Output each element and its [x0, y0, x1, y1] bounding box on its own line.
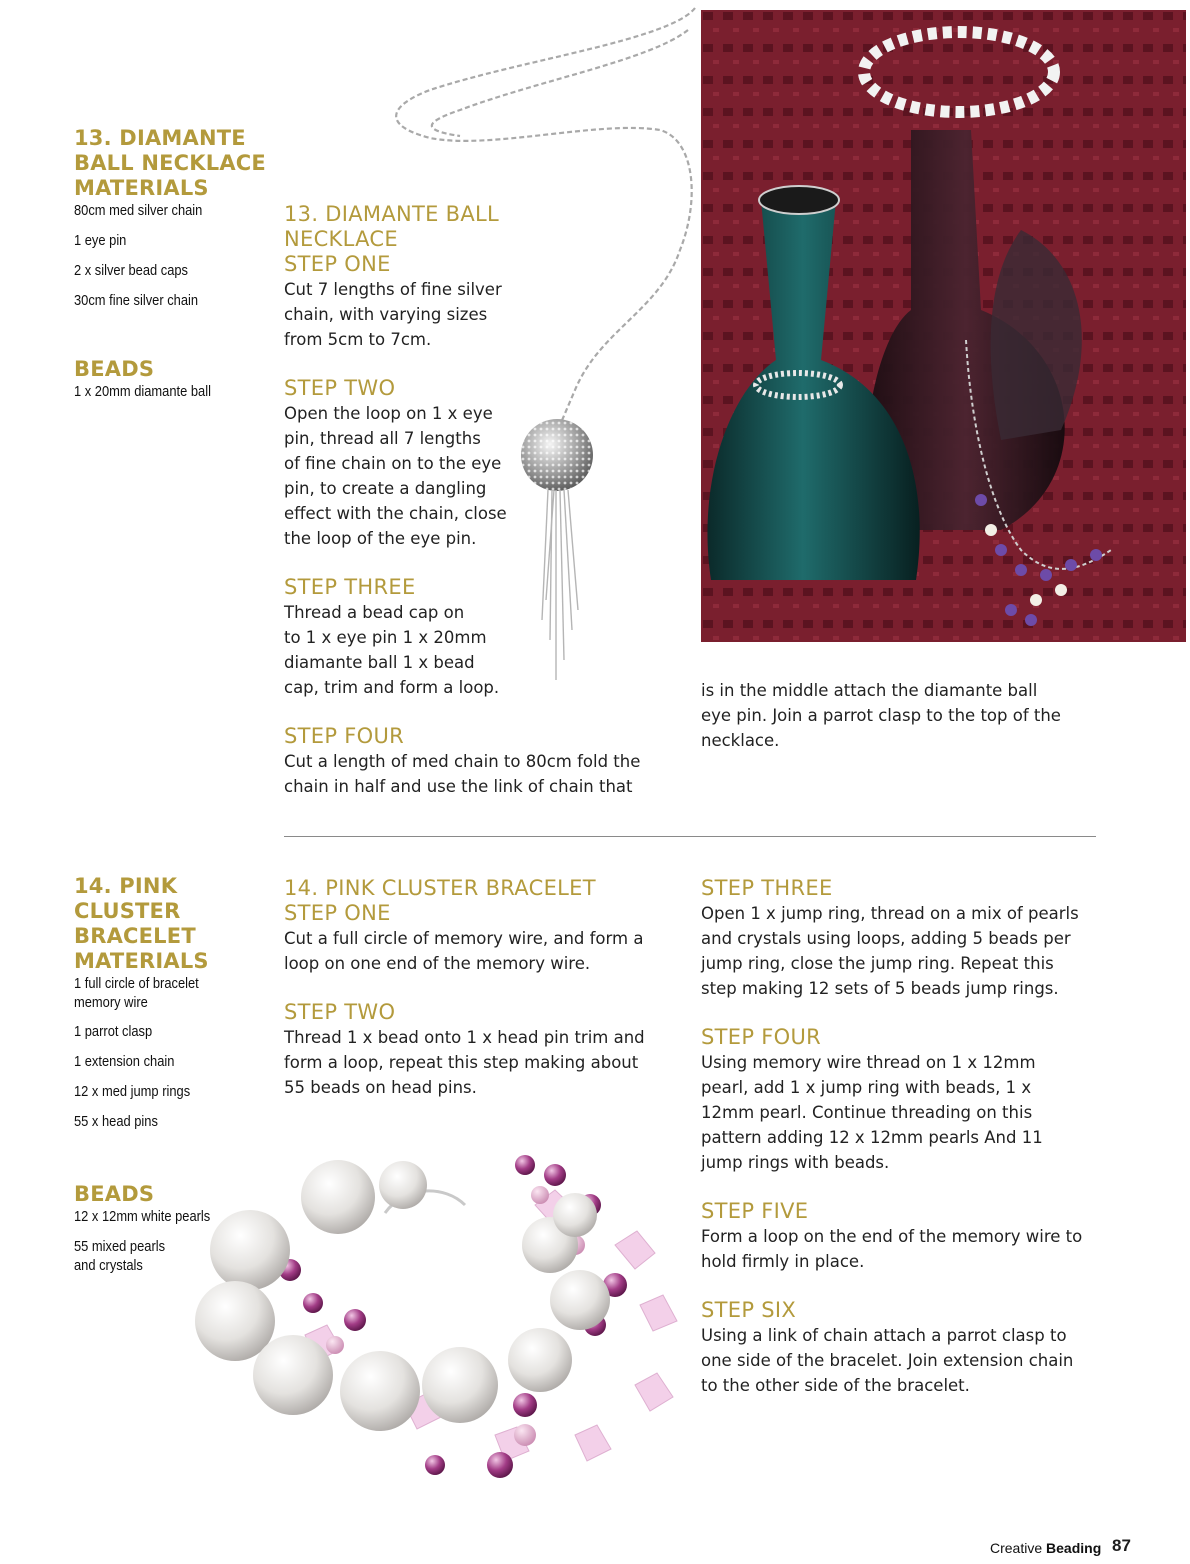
step-line: necklace. [701, 731, 780, 750]
step-line: step making 12 sets of 5 beads jump rings. [701, 979, 1059, 998]
step-line: Cut a full circle of memory wire, and form a [284, 929, 644, 948]
step-three-title: STEP THREE [284, 575, 416, 599]
step-line: form a loop, repeat this step making about [284, 1053, 639, 1072]
step-line: 55 beads on head pins. [284, 1078, 477, 1097]
step-line: Cut 7 lengths of fine silver [284, 280, 502, 299]
step-line: chain in half and use the link of chain that [284, 777, 633, 796]
step-line: is in the middle attach the diamante ball [701, 681, 1038, 700]
step-six-body [701, 1323, 1121, 1398]
material-item: 1 parrot clasp [74, 1023, 153, 1040]
step-one-title: STEP ONE [284, 252, 391, 276]
step-line: and crystals using loops, adding 5 beads per [701, 929, 1071, 948]
step-line: of fine chain on to the eye [284, 454, 502, 473]
sidebar-title-line2: CLUSTER [74, 899, 181, 923]
step-one-title: STEP ONE [284, 901, 391, 925]
step-line: 12mm pearl. Continue threading on this [701, 1103, 1033, 1122]
step-line: Thread a bead cap on [284, 603, 465, 622]
step-line: pattern adding 12 x 12mm pearls And 11 [701, 1128, 1043, 1147]
bead-item: 12 x 12mm white pearls [74, 1208, 211, 1225]
step-line: Cut a length of med chain to 80cm fold the [284, 752, 641, 771]
bead-item: 1 x 20mm diamante ball [74, 383, 211, 400]
sidebar-beads-13 [74, 357, 274, 412]
material-item: 1 eye pin [74, 232, 127, 249]
step-one-body [284, 926, 684, 976]
step-two-title: STEP TWO [284, 1000, 396, 1024]
sidebar-title-line3: BRACELET [74, 924, 196, 948]
sidebar-title-line1: 14. PINK [74, 874, 178, 898]
step-line: diamante ball 1 x bead [284, 653, 475, 672]
decanter-photo [701, 10, 1186, 642]
step-six-title: STEP SIX [701, 1298, 797, 1322]
step-four-title: STEP FOUR [284, 724, 405, 748]
step-four-body [701, 1050, 1121, 1175]
beads-heading: BEADS [74, 1182, 155, 1206]
material-item: 2 x silver bead caps [74, 262, 189, 279]
material-item: 1 full circle of bracelet memory wire [74, 975, 199, 1011]
step-line: one side of the bracelet. Join extension chain [701, 1351, 1074, 1370]
step-line: Using memory wire thread on 1 x 12mm [701, 1053, 1036, 1072]
step-line: eye pin. Join a parrot clasp to the top of the [701, 706, 1061, 725]
sidebar-title-line2: BALL NECKLACE [74, 151, 266, 175]
project-title-line2: NECKLACE [284, 227, 398, 251]
step-line: Open the loop on 1 x eye [284, 404, 493, 423]
materials-heading: MATERIALS [74, 176, 209, 200]
page-number: 87 [1112, 1536, 1131, 1555]
step-line: loop on one end of the memory wire. [284, 954, 591, 973]
step-line: effect with the chain, close [284, 504, 507, 523]
material-item: 55 x head pins [74, 1113, 158, 1130]
beads-heading: BEADS [74, 357, 155, 381]
material-item: 12 x med jump rings [74, 1083, 191, 1100]
step-two-title: STEP TWO [284, 376, 396, 400]
step-two-body [284, 1025, 684, 1100]
step-four-title: STEP FOUR [701, 1025, 822, 1049]
step-line: hold firmly in place. [701, 1252, 865, 1271]
material-item: 80cm med silver chain [74, 202, 203, 219]
material-item: 1 extension chain [74, 1053, 175, 1070]
sidebar-title-line1: 13. DIAMANTE [74, 126, 246, 150]
step-line: jump ring, close the jump ring. Repeat this [701, 954, 1054, 973]
step-line: from 5cm to 7cm. [284, 330, 432, 349]
bracelet-illustration [195, 1135, 695, 1515]
sidebar-project-13 [74, 126, 274, 321]
step-five-title: STEP FIVE [701, 1199, 809, 1223]
step-four-continuation [701, 678, 1121, 753]
step-line: the loop of the eye pin. [284, 529, 477, 548]
step-line: Thread 1 x bead onto 1 x head pin trim and [284, 1028, 645, 1047]
project-14-instructions-right [701, 876, 1121, 1398]
magazine-word-1: Creative [990, 1540, 1043, 1556]
step-four-body [284, 749, 674, 799]
material-item: 30cm fine silver chain [74, 292, 199, 309]
bead-item: 55 mixed pearls and crystals [74, 1238, 166, 1274]
step-line: pearl, add 1 x jump ring with beads, 1 x [701, 1078, 1032, 1097]
sidebar-project-14 [74, 874, 274, 1142]
step-line: Open 1 x jump ring, thread on a mix of pearls [701, 904, 1079, 923]
step-line: cap, trim and form a loop. [284, 678, 500, 697]
step-three-title: STEP THREE [701, 876, 833, 900]
necklace-illustration [370, 0, 710, 690]
step-line: to the other side of the bracelet. [701, 1376, 970, 1395]
magazine-name [990, 1540, 1101, 1556]
step-three-body [701, 901, 1121, 1001]
step-line: pin, thread all 7 lengths [284, 429, 481, 448]
step-line: pin, to create a dangling [284, 479, 487, 498]
step-line: chain, with varying sizes [284, 305, 488, 324]
magazine-word-2: Beading [1046, 1540, 1102, 1556]
step-five-body [701, 1224, 1121, 1274]
section-divider [284, 836, 1096, 837]
materials-heading: MATERIALS [74, 949, 209, 973]
step-line: jump rings with beads. [701, 1153, 890, 1172]
step-line: to 1 x eye pin 1 x 20mm [284, 628, 487, 647]
step-line: Form a loop on the end of the memory wire to [701, 1227, 1083, 1246]
project-title: 14. PINK CLUSTER BRACELET [284, 876, 596, 900]
project-14-instructions-left [284, 876, 684, 1100]
step-line: Using a link of chain attach a parrot clasp to [701, 1326, 1067, 1345]
project-title: 13. DIAMANTE BALL [284, 202, 500, 226]
